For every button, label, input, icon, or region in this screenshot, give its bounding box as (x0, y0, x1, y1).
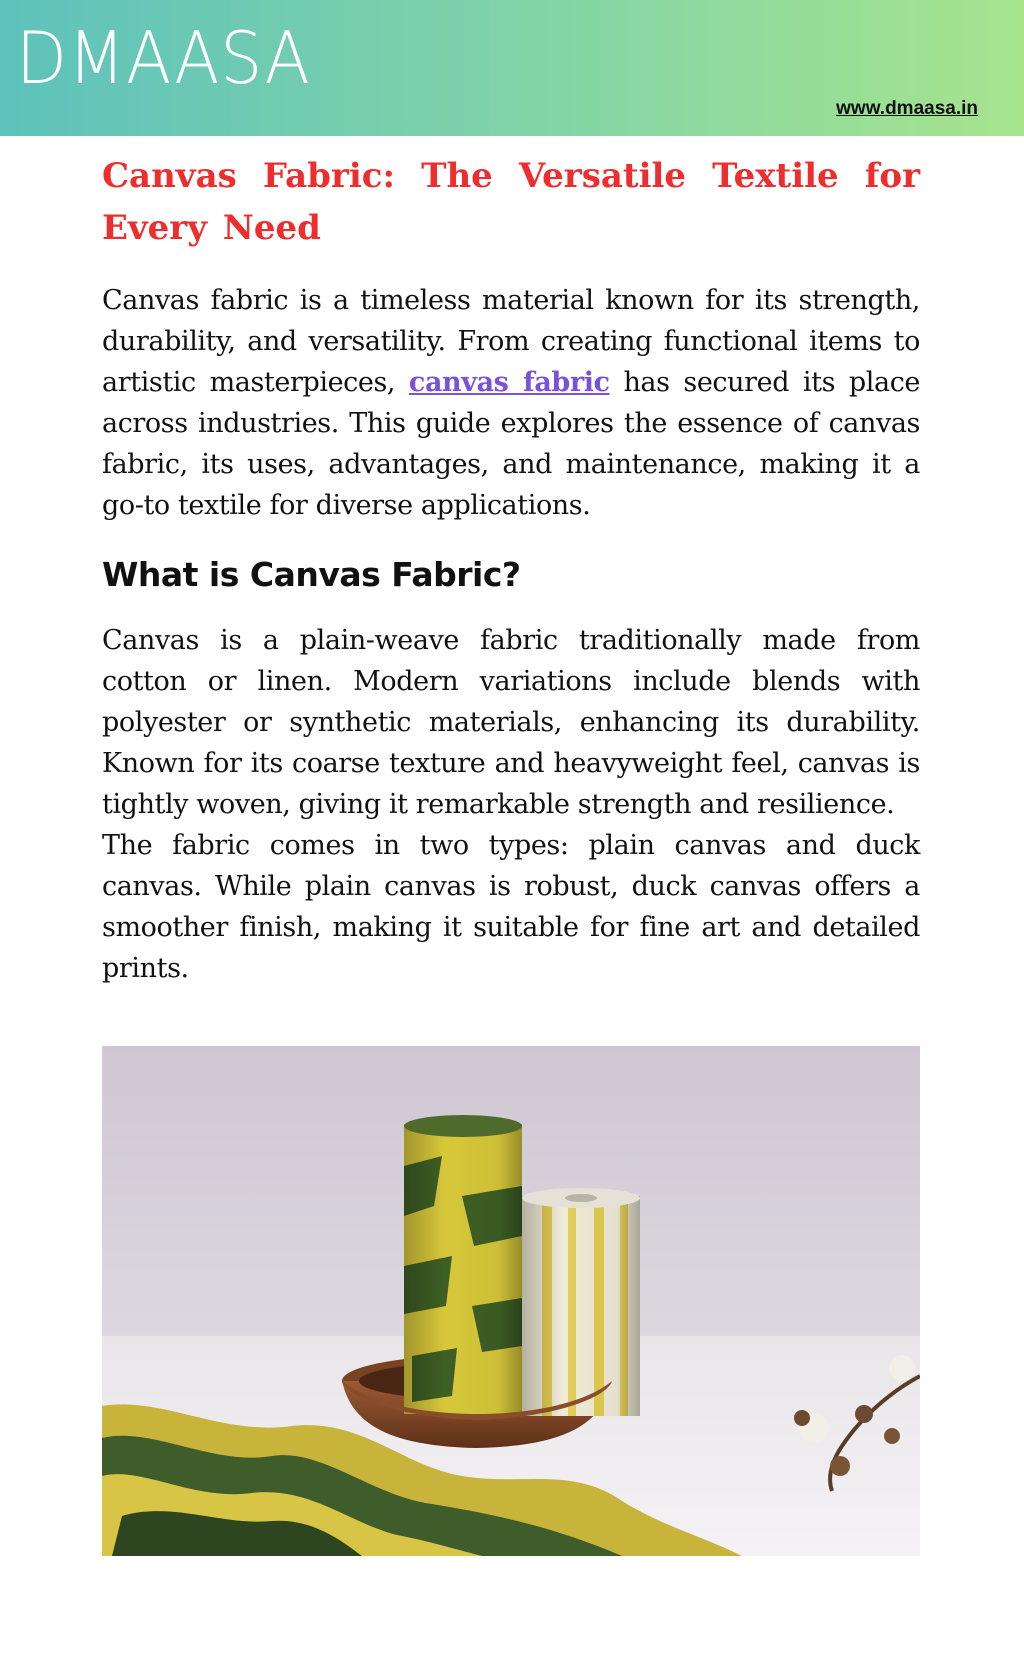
header-banner (0, 0, 1024, 136)
section-heading: What is Canvas Fabric? (102, 555, 521, 594)
site-url-link[interactable]: www.dmaasa.in (836, 98, 978, 119)
intro-text-start: Canvas fabric is a timeless material known for its strength, durability, and versatility. From creating functional items to artistic masterpieces, (102, 285, 920, 398)
section-paragraph-2: The fabric comes in two types: plain canvas and duck canvas. While plain canvas is robust, duck canvas offers a smoother finish, making it suitable for fine art and detailed prints. (102, 830, 920, 984)
intro-text-end: has secured its place across industries. This guide explores the essence of canvas fabric, its uses, advantages, and maintenance, making it a go-to textile for diverse applications. (102, 367, 920, 521)
canvas-fabric-link[interactable]: canvas fabric (408, 367, 610, 398)
intro-paragraph (102, 280, 920, 526)
article-title: Canvas Fabric: The Versatile Textile for Every Need (102, 156, 920, 248)
section-paragraph-1: Canvas is a plain-weave fabric traditionally made from cotton or linen. Modern variations include blends with polyester or synthetic materials, enhancing its durability. Known for its coarse texture and heavyweight feel, canvas is tightly woven, giving it remarkable strength and resilience. (102, 625, 920, 820)
brand-logo[interactable]: DMAASA (16, 16, 311, 100)
article-body (102, 150, 920, 989)
fabric-rolls-photo (102, 1046, 920, 1556)
